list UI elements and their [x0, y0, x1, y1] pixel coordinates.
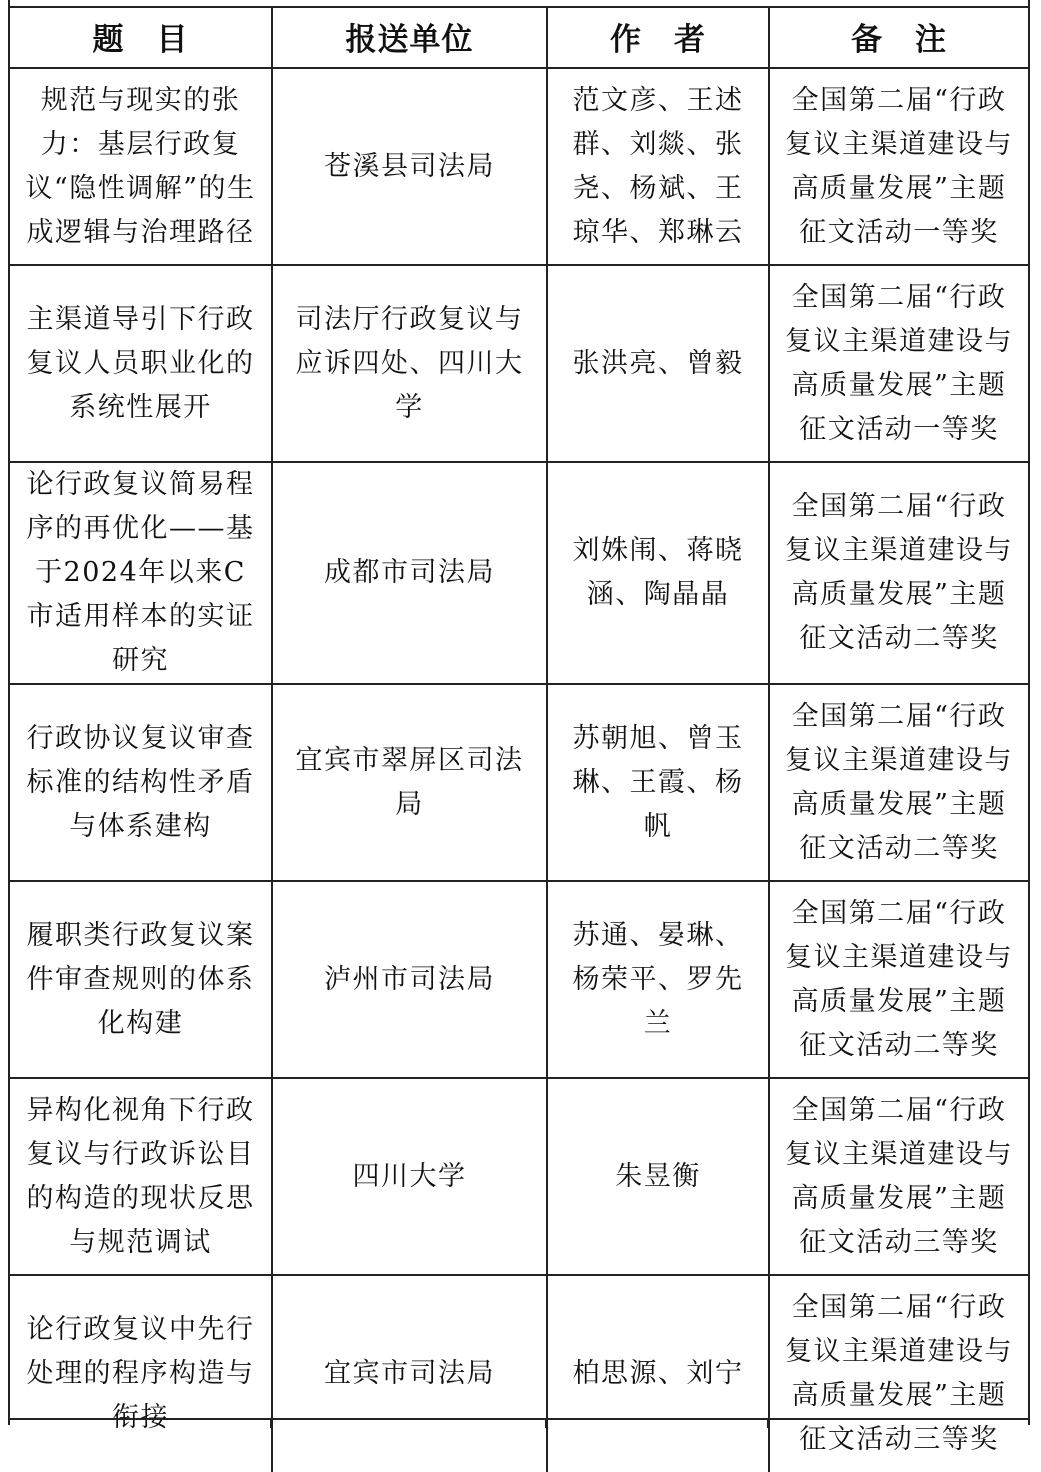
stub-divider [767, 1420, 769, 1428]
cell-unit [272, 68, 547, 265]
cell-author [547, 68, 769, 265]
next-row-stub [10, 1418, 1028, 1428]
note-text: 全国第二届“行政复议主渠道建设与高质量发展”主题征文活动一等奖 [785, 281, 1013, 445]
cell-unit [272, 1078, 547, 1275]
table-row [10, 881, 1028, 1078]
header-unit: 报送单位 [272, 6, 547, 68]
cell-author [547, 684, 769, 881]
cell-note [769, 881, 1028, 1078]
cell-note [769, 265, 1028, 462]
cell-title [10, 881, 272, 1078]
author-text: 刘姝闱、蒋晓涵、陶晶晶 [572, 535, 744, 610]
awards-table [10, 6, 1028, 1472]
cell-title [10, 684, 272, 881]
unit-text: 宜宾市翠屏区司法局 [295, 744, 524, 820]
title-text: 主渠道导引下行政复议人员职业化的系统性展开 [26, 303, 255, 423]
note-text: 全国第二届“行政复议主渠道建设与高质量发展”主题征文活动三等奖 [785, 1094, 1013, 1258]
title-text: 规范与现实的张力：基层行政复议“隐性调解”的生成逻辑与治理路径 [25, 84, 256, 248]
author-text: 范文彦、王述群、刘燚、张尧、杨斌、王琼华、郑琳云 [572, 84, 744, 248]
header-author: 作 者 [547, 6, 769, 68]
unit-text: 四川大学 [352, 1160, 467, 1192]
author-text: 苏朝旭、曾玉琳、王霞、杨帆 [572, 722, 744, 842]
cell-unit [272, 1275, 547, 1472]
cell-author [547, 881, 769, 1078]
table-row [10, 68, 1028, 265]
cell-title [10, 265, 272, 462]
unit-text: 司法厅行政复议与应诉四处、四川大学 [295, 303, 524, 423]
cell-author [547, 1078, 769, 1275]
table-row [10, 684, 1028, 881]
header-title: 题 目 [10, 6, 272, 68]
table-row [10, 265, 1028, 462]
title-text: 行政协议复议审查标准的结构性矛盾与体系建构 [26, 722, 255, 842]
cell-title [10, 1275, 272, 1472]
author-text: 张洪亮、曾毅 [572, 347, 744, 379]
author-text: 朱昱衡 [615, 1160, 701, 1192]
table-row [10, 462, 1028, 684]
table-row [10, 1078, 1028, 1275]
author-text: 柏思源、刘宁 [572, 1358, 744, 1389]
cell-unit [272, 265, 547, 462]
cell-author [547, 1275, 769, 1472]
cell-note [769, 1078, 1028, 1275]
cell-title [10, 68, 272, 265]
title-text: 异构化视角下行政复议与行政诉讼目的构造的现状反思与规范调试 [26, 1094, 255, 1258]
table-row [10, 1275, 1028, 1472]
cell-title [10, 1078, 272, 1275]
title-text: 论行政复议简易程序的再优化——基于2024年以来C市适用样本的实证研究 [26, 469, 255, 676]
cell-title [10, 462, 272, 684]
document-page [8, 0, 1030, 1455]
stub-divider [270, 1420, 272, 1428]
cell-unit [272, 462, 547, 684]
header-row [10, 6, 1028, 68]
cell-author [547, 265, 769, 462]
unit-text: 成都市司法局 [324, 557, 495, 588]
title-text: 论行政复议中先行处理的程序构造与衔接 [26, 1314, 255, 1433]
unit-text: 泸州市司法局 [324, 963, 495, 995]
cell-note [769, 462, 1028, 684]
note-text: 全国第二届“行政复议主渠道建设与高质量发展”主题征文活动三等奖 [785, 1292, 1013, 1455]
note-text: 全国第二届“行政复议主渠道建设与高质量发展”主题征文活动二等奖 [785, 700, 1013, 864]
note-text: 全国第二届“行政复议主渠道建设与高质量发展”主题征文活动二等奖 [785, 897, 1013, 1061]
cell-unit [272, 881, 547, 1078]
unit-text: 宜宾市司法局 [324, 1358, 495, 1389]
cell-note [769, 68, 1028, 265]
unit-text: 苍溪县司法局 [324, 150, 495, 182]
title-text: 履职类行政复议案件审查规则的体系化构建 [26, 919, 255, 1039]
stub-divider [545, 1420, 547, 1428]
cell-author [547, 462, 769, 684]
author-text: 苏通、晏琳、杨荣平、罗先兰 [572, 919, 744, 1039]
cell-note [769, 1275, 1028, 1472]
header-note: 备 注 [769, 6, 1028, 68]
cell-unit [272, 684, 547, 881]
note-text: 全国第二届“行政复议主渠道建设与高质量发展”主题征文活动二等奖 [785, 491, 1013, 654]
cell-note [769, 684, 1028, 881]
note-text: 全国第二届“行政复议主渠道建设与高质量发展”主题征文活动一等奖 [785, 84, 1013, 248]
